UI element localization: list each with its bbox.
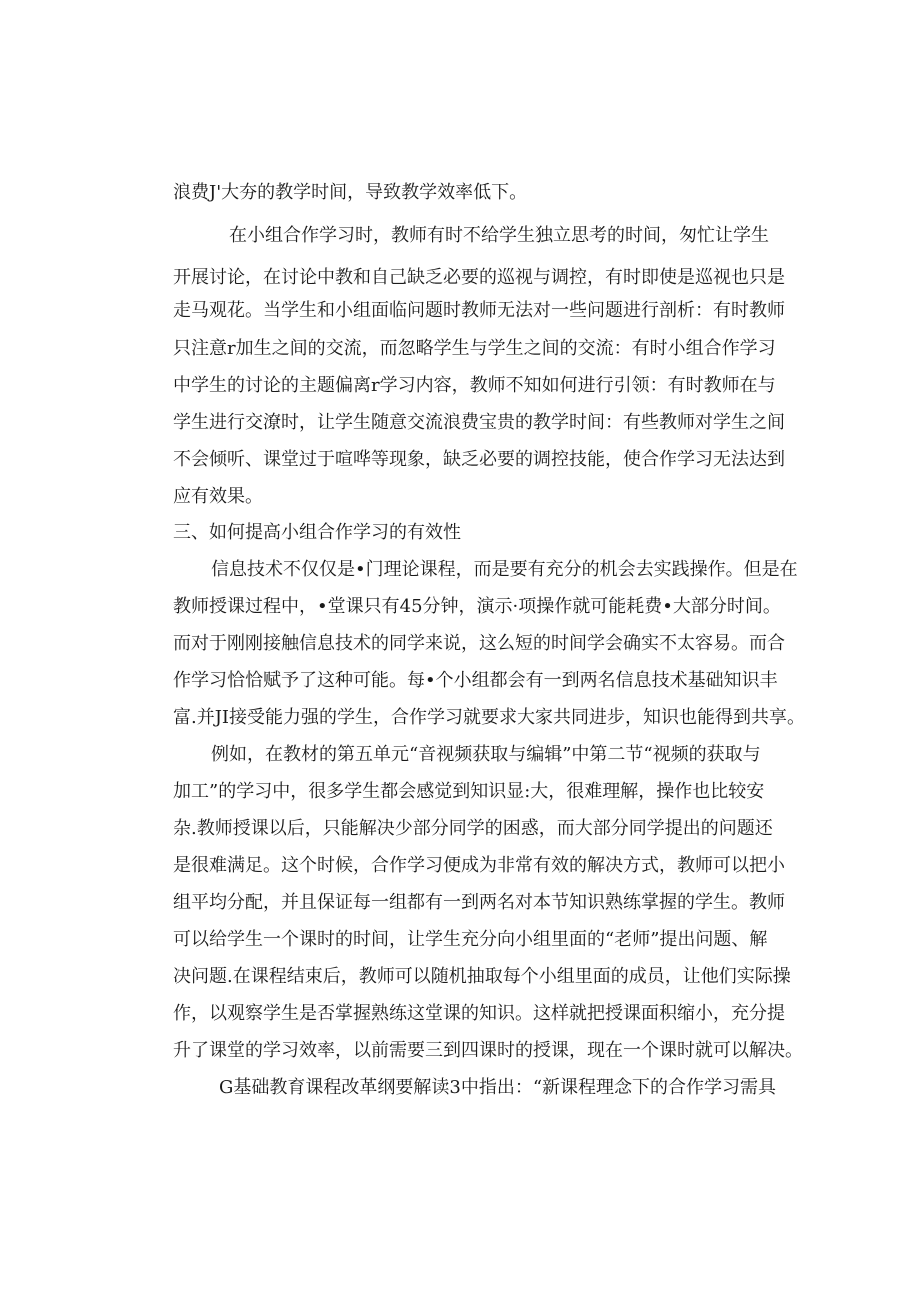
text-line: 是很难满足。这个时候，合作学习便成为非常有效的解决方式，教师可以把小 (173, 855, 785, 876)
text-line: 开展讨论，在讨论中教和自己缺乏必要的巡视与调控，有时即使是巡视也只是 (173, 267, 785, 288)
text-line: 而对于刚刚接触信息技术的同学来说，这么短的时间学会确实不太容易。而合 (173, 633, 785, 654)
text-line: 浪费J'大夯的教学时间，导致教学效率低下。 (173, 182, 528, 203)
text-line: 不会倾听、课堂过于喧哗等现象，缺乏必要的调控技能，使合作学习无法达到 (173, 449, 785, 470)
text-line: 在小组合作学习时，教师有时不给学生独立思考的时间，匆忙让学生 (229, 225, 769, 246)
text-line: 决问题.在课程结束后，教师可以随机抽取每个小组里面的成员，让他们实际操 (173, 966, 791, 987)
text-line: 教师授课过程中，•堂课只有45分钟，演示·项操作就可能耗费•大部分时间。 (173, 596, 781, 617)
text-line: G基础教育课程改革纲要解读3中指出：“新课程理念下的合作学习需具 (219, 1077, 777, 1098)
text-line: 信息技术不仅仅是•门理论课程，而是要有充分的机会去实践操作。但是在 (211, 559, 798, 580)
text-line: 杂.教师授课以后，只能解决少部分同学的困惑，而大部分同学提出的问题还 (173, 818, 773, 839)
text-line: 加工”的学习中，很多学生都会感觉到知识显:大，很难理解，操作也比较安 (173, 781, 765, 802)
text-line: 应有效果。 (173, 486, 263, 507)
text-line: 升了课堂的学习效率，以前需要三到四课时的授课，现在一个课时就可以解决。 (173, 1040, 803, 1061)
text-line: 例如，在教材的第五单元“音视频获取与编辑”中第二节“视频的获取与 (211, 744, 761, 765)
text-line: 可以给学生一个课时的时间，让学生充分向小组里面的“老师”提出问题、解 (173, 929, 768, 950)
text-line: 只注意r加生之间的交流，而忽略学生与学生之间的交流：有时小组合作学习 (173, 338, 776, 359)
text-line: 走马观花。当学生和小组面临问题时教师无法对一些问题进行剖析：有时教师 (173, 300, 785, 321)
section-heading: 三、如何提高小组合作学习的有效性 (173, 522, 461, 543)
text-line: 富.并JI接受能力强的学生，合作学习就要求大家共同进步，知识也能得到共享。 (173, 707, 806, 728)
text-line: 学生进行交潦时，让学生随意交流浪费宝贵的教学时间：有些教师对学生之间 (173, 412, 785, 433)
text-line: 作学习恰恰赋予了这种可能。每•个小组都会有一到两名信息技术基础知识丰 (173, 670, 778, 691)
text-line: 作，以观察学生是否掌握熟练这堂课的知识。这样就把授课面积缩小，充分提 (173, 1003, 785, 1024)
text-line: 中学生的讨论的主题偏离r学习内容，教师不知如何进行引领：有时教师在与 (173, 375, 776, 396)
text-line: 组平均分配，并且保证每一组都有一到两名对本节知识熟练掌握的学生。教师 (173, 892, 785, 913)
